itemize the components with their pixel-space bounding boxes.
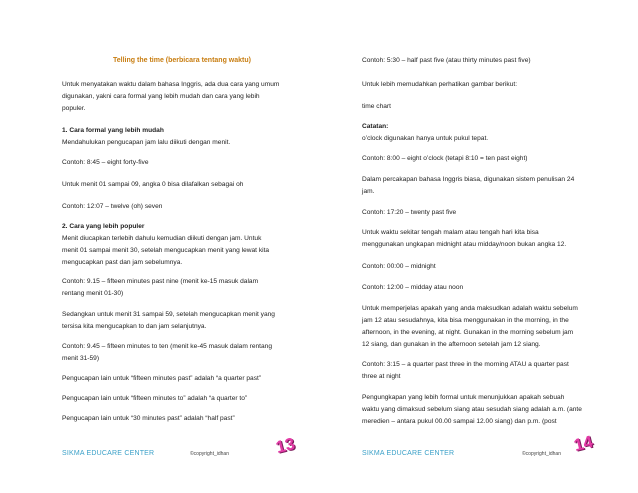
section-heading: Catatan: — [362, 123, 389, 130]
page-number: 13 — [273, 434, 297, 458]
text-line: Contoh: 12:07 – twelve (oh) seven — [62, 203, 163, 210]
text-line: Contoh: 8:45 – eight forty-five — [62, 159, 149, 166]
text-line: Menit diucapkan terlebih dahulu kemudian diikuti dengan jam. Untuk — [62, 235, 262, 242]
text-line: menit 01 sampai menit 30, setelah mengucapkan menit yang lewat kita — [62, 247, 270, 254]
text-line: Mendahulukan pengucapan jam lalu diikuti dengan menit. — [62, 139, 231, 146]
text-line: 12 siang, dan gunakan in the afternoon setelah jam 12 siang. — [362, 341, 541, 348]
text-line: Untuk memperjelas apakah yang anda maksudkan adalah waktu sebelum — [362, 305, 578, 312]
text-line: meredien – antara pukul 00.00 sampai 12.00 siang) dan p.m. (post — [362, 418, 557, 425]
page-number: 14 — [571, 432, 595, 456]
text-line: Dalam percakapan bahasa Inggris biasa, digunakan sistem penulisan 24 — [362, 176, 575, 183]
text-line: o’clock digunakan hanya untuk pukul tepat. — [362, 135, 489, 142]
text-line: Contoh: 9.15 – fifteen minutes past nine (menit ke-15 masuk dalam — [62, 278, 259, 285]
text-line: Contoh: 00:00 – midnight — [362, 263, 436, 270]
text-line: Contoh: 9.45 – fifteen minutes to ten (menit ke-45 masuk dalam rentang — [62, 343, 273, 350]
right-page — [322, 0, 638, 493]
text-line: Contoh: 17:20 – twenty past five — [362, 209, 457, 216]
text-line: Contoh: 12:00 – midday atau noon — [362, 284, 464, 291]
text-line: Contoh: 3:15 – a quarter past three in the morning ATAU a quarter past — [362, 361, 569, 368]
text-line: Sedangkan untuk menit 31 sampai 59, setelah mengucapkan menit yang — [62, 311, 275, 318]
text-line: tersisa kita mengucapkan to dan jam selanjutnya. — [62, 323, 207, 330]
text-line: Untuk waktu sekitar tengah malam atau tengah hari kita bisa — [362, 229, 539, 236]
text-line: Contoh: 5:30 – half past five (atau thirty minutes past five) — [362, 57, 531, 64]
text-line: jam. — [362, 188, 375, 195]
text-line: Pengungkapan yang lebih formal untuk menunjukkan apakah sebuah — [362, 394, 565, 401]
text-line: Pengucapan lain untuk “fifteen minutes to” adalah “a quarter to” — [62, 395, 248, 402]
footer-copyright: ©copyright_idhan — [190, 451, 229, 457]
text-line: Untuk menyatakan waktu dalam bahasa Inggris, ada dua cara yang umum — [62, 81, 280, 88]
footer-copyright: ©copyright_idhan — [522, 451, 561, 457]
text-line: menit 31-59) — [62, 355, 100, 362]
page-footer — [62, 448, 302, 460]
text-line: time chart — [362, 103, 391, 110]
text-line: three at night — [362, 373, 401, 380]
page-gutter — [312, 0, 322, 493]
text-line: digunakan, yakni cara formal yang lebih mudah dan cara yang lebih — [62, 93, 260, 100]
text-line: Untuk lebih memudahkan perhatikan gambar berikut: — [362, 81, 518, 88]
text-line: rentang menit 01-30) — [62, 290, 124, 297]
page-title: Telling the time (berbicara tentang waktu) — [113, 57, 251, 64]
left-page — [0, 0, 312, 493]
section-heading: 2. Cara yang lebih populer — [62, 223, 145, 230]
text-line: populer. — [62, 105, 86, 112]
text-line: mengucapkan past dan jam sebelumnya. — [62, 259, 183, 266]
text-line: Untuk menit 01 sampai 09, angka 0 bisa dilafalkan sebagai oh — [62, 181, 244, 188]
footer-title: SIKMA EDUCARE CENTER — [62, 450, 155, 457]
text-line: afternoon, in the evening, at night. Gunakan in the morning sebelum jam — [362, 329, 574, 336]
text-line: Pengucapan lain untuk “30 minutes past” adalah “half past” — [62, 415, 235, 422]
text-line: Pengucapan lain untuk “fifteen minutes past” adalah “a quarter past” — [62, 375, 262, 382]
text-line: jam 12 atau sesudahnya, kita bisa menggunakan in the morning, in the — [362, 317, 569, 324]
text-line: Contoh: 8:00 – eight o’clock (tetapi 8:10 = ten past eight) — [362, 155, 528, 162]
section-heading: 1. Cara formal yang lebih mudah — [62, 127, 164, 134]
text-line: menggunakan ungkapan midnight atau midday/noon bukan angka 12. — [362, 241, 567, 248]
footer-title: SIKMA EDUCARE CENTER — [362, 450, 455, 457]
text-line: waktu yang dimaksud sebelum siang atau sesudah siang adalah a.m. (ante — [362, 406, 582, 413]
